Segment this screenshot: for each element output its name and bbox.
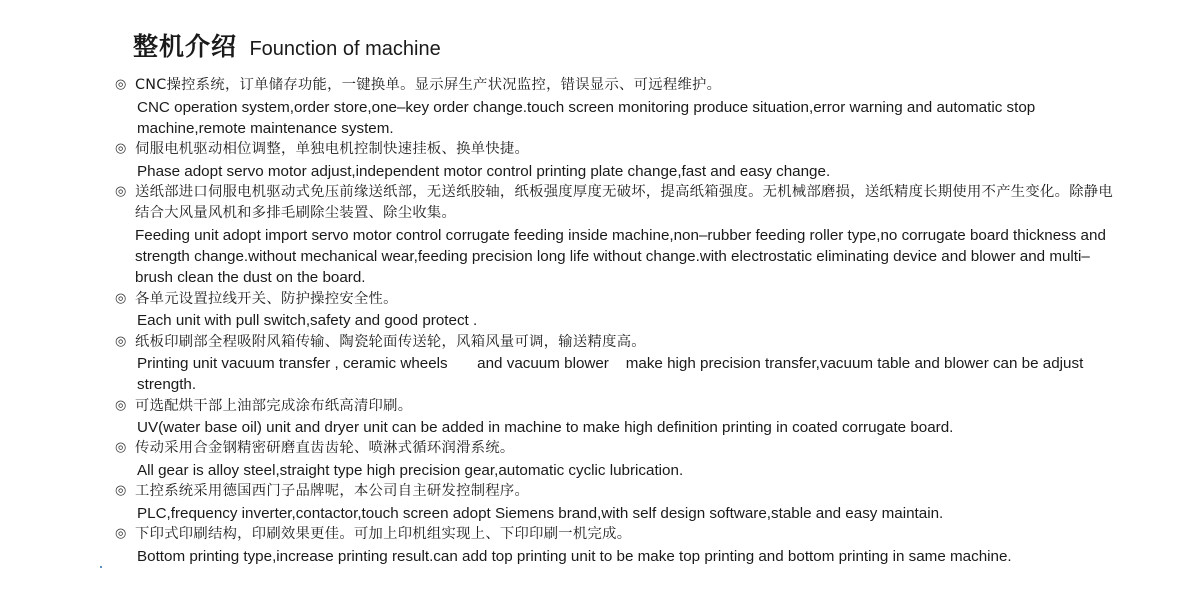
bullet-icon: ◎ [115, 290, 127, 306]
feature-text-chinese: 工控系统采用德国西门子品牌呢，本公司自主研发控制程序。 [135, 483, 530, 500]
feature-text-chinese: CNC操控系统，订单储存功能，一键换单。显示屏生产状况监控，错误显示、可远程维护。 [135, 77, 722, 93]
feature-text-chinese: 送纸部进口伺服电机驱动式免压前缘送纸部，无送纸胶轴，纸板强度厚度无破坏，提高纸箱强度。无机械部磨损，送纸精度长期使用不产生变化。除静电结合大风量风机和多排毛刷除尘装置、除尘收集。 [135, 183, 1113, 222]
feature-item-printing-unit [115, 332, 1115, 396]
feature-text-chinese: 可选配烘干部上油部完成涂布纸高清印刷。 [135, 397, 413, 414]
page-title-chinese: 整机介绍 [133, 32, 238, 61]
feature-item-bottom-printing [115, 524, 1115, 567]
page-title-english: Founction of machine [249, 38, 441, 60]
feature-text-english: Each unit with pull switch,safety and good protect . [137, 312, 478, 330]
feature-item-cnc-system [115, 75, 1115, 139]
feature-text-english: All gear is alloy steel,straight type high precision gear,automatic cyclic lubrication. [137, 461, 684, 479]
bullet-icon: ◎ [115, 141, 127, 157]
feature-text-chinese: 各单元设置拉线开关、防护操控安全性。 [135, 290, 398, 307]
feature-item-uv-dryer [115, 396, 1115, 439]
feature-text-chinese: 下印式印刷结构，印刷效果更佳。可加上印机组实现上、下印印刷一机完成。 [135, 526, 632, 543]
bullet-icon: ◎ [115, 397, 127, 413]
decorative-dot [100, 566, 102, 568]
feature-text-english: PLC,frequency inverter,contactor,touch screen adopt Siemens brand,with self design software,stable and easy maintain. [137, 504, 944, 522]
feature-list [115, 75, 1115, 567]
feature-item-feeding-unit [115, 182, 1115, 289]
feature-item-plc-control [115, 481, 1115, 524]
feature-item-gear-lubrication [115, 438, 1115, 481]
feature-text-english: Feeding unit adopt import servo motor control corrugate feeding inside machine,non–rubber feeding roller type,no corrugate board thickness and strength change.without mechanical wear,feeding precision long life without change.with electrostatic eliminating device and blower and multi–brush clean the dust on the board. [135, 226, 1106, 287]
feature-text-english: Printing unit vacuum transfer , ceramic wheels and vacuum blower make high precision transfer,vacuum table and blower can be adjust strength. [137, 355, 1088, 394]
feature-text-english: Bottom printing type,increase printing result.can add top printing unit to be make top printing and bottom printing in same machine. [137, 547, 1012, 565]
feature-text-english: Phase adopt servo motor adjust,independent motor control printing plate change,fast and easy change. [137, 162, 831, 180]
bullet-icon: ◎ [115, 333, 127, 349]
feature-text-english: UV(water base oil) unit and dryer unit can be added in machine to make high definition printing in coated corrugate board. [137, 419, 954, 437]
bullet-icon: ◎ [115, 526, 127, 542]
feature-text-chinese: 传动采用合金钢精密研磨直齿齿轮、喷淋式循环润滑系统。 [135, 440, 515, 457]
feature-item-servo-phase [115, 139, 1115, 182]
bullet-icon: ◎ [115, 183, 127, 199]
feature-text-english: CNC operation system,order store,one–key order change.touch screen monitoring produce situation,error warning and automatic stop machine,remote maintenance system. [137, 98, 1036, 137]
feature-text-chinese: 伺服电机驱动相位调整，单独电机控制快速挂板、换单快捷。 [135, 141, 530, 158]
bullet-icon: ◎ [115, 440, 127, 456]
bullet-icon: ◎ [115, 483, 127, 499]
page-title [133, 34, 441, 59]
bullet-icon: ◎ [115, 77, 127, 92]
feature-item-pull-switch [115, 289, 1115, 332]
feature-text-chinese: 纸板印刷部全程吸附风箱传输、陶瓷轮面传送轮，风箱风量可调，输送精度高。 [135, 333, 646, 350]
